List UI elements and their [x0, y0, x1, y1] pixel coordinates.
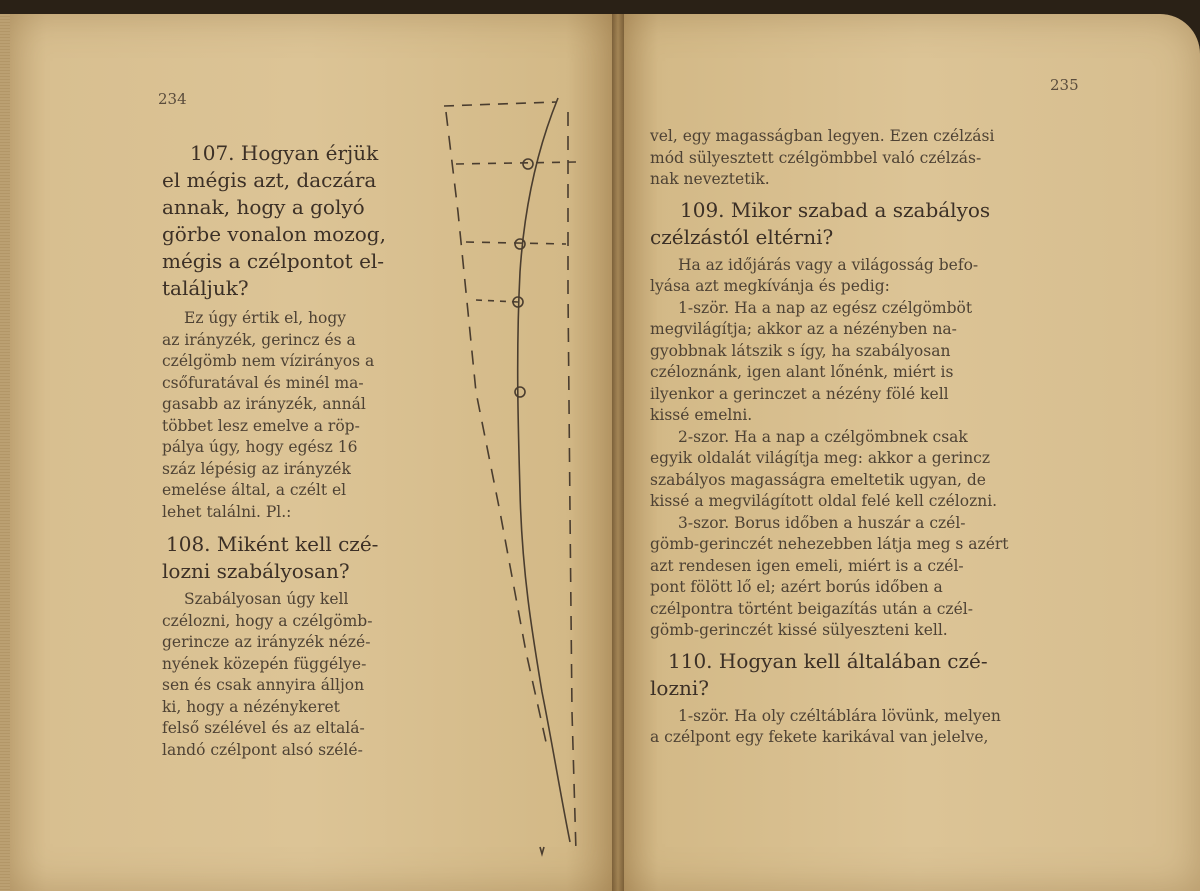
barrel-axis-dashed	[446, 112, 546, 742]
text-line: a czélpont egy fekete karikával van jelelve,	[650, 728, 989, 746]
text-line: pont fölött lő el; azért borús időben a	[650, 578, 943, 596]
text-line: vel, egy magasságban legyen. Ezen czélzási	[650, 127, 995, 145]
text-line: gömb-gerinczét kissé sülyeszteni kell.	[650, 621, 948, 639]
text-line: többet lesz emelve a röp-	[162, 416, 360, 435]
text-line: Ez úgy értik el, hogy	[184, 309, 347, 327]
heading-line: el mégis azt, daczára	[162, 168, 377, 192]
text-line: gerincze az irányzék nézé-	[162, 633, 371, 651]
text-line: 1-ször. Ha a nap az egész czélgömböt	[678, 298, 973, 317]
text-line: azt rendesen igen emeli, miért is a czél-	[650, 556, 964, 575]
answer-109	[650, 255, 1090, 642]
heading-line: görbe vonalon mozog,	[162, 222, 386, 246]
text-line: egyik oldalát világítja meg: akkor a gerincz	[650, 449, 991, 467]
text-line: 3-szor. Borus időben a huszár a czél-	[678, 513, 966, 532]
line-of-sight-dashed	[568, 112, 576, 852]
text-line: Szabályosan úgy kell	[184, 590, 349, 608]
text-line: felső szélével és az eltalá-	[162, 719, 365, 737]
heading-line: 109. Mikor szabad a szabályos	[680, 197, 991, 222]
arrow-tip	[540, 847, 544, 854]
marker	[515, 239, 525, 249]
text-line: gömb-gerinczét nehezebben látja meg s azért	[650, 535, 1009, 553]
continued-text	[650, 126, 1090, 191]
text-line: 2-szor. Ha a nap a czélgömbnek csak	[678, 427, 968, 446]
text-line: sen és csak annyira álljon	[162, 676, 365, 694]
page-number-right: 235	[1050, 76, 1079, 94]
answer-107	[162, 308, 424, 523]
text-line: ilyenkor a gerinczet a nézény fölé kell	[650, 384, 949, 403]
text-line: lehet találni. Pl.:	[162, 502, 292, 521]
tick-line	[456, 162, 576, 164]
text-line: czélozni, hogy a czélgömb-	[162, 611, 373, 630]
text-line: száz lépésig az irányzék	[162, 459, 351, 478]
heading-line: találjuk?	[162, 276, 249, 300]
tick-line	[476, 300, 518, 302]
text-line: kissé a megvilágított oldal felé kell czélozni.	[650, 492, 998, 510]
text-line: nak neveztetik.	[650, 170, 770, 188]
text-line: czélpontra történt beigazítás után a czél-	[650, 599, 973, 618]
heading-line: 107. Hogyan érjük	[190, 141, 379, 165]
text-line: pálya úgy, hogy egész 16	[162, 438, 358, 456]
left-column	[162, 140, 424, 761]
text-line: az irányzék, gerincz és a	[162, 330, 356, 349]
text-line: emelése által, a czélt el	[162, 481, 347, 499]
sight-line-dashed	[444, 102, 556, 106]
text-line: nyének közepén függélye-	[162, 654, 367, 673]
question-110	[650, 648, 1090, 702]
right-column	[650, 126, 1090, 749]
heading-line: lozni?	[650, 675, 709, 700]
text-line: mód sülyesztett czélgömbbel való czélzás-	[650, 148, 982, 167]
trajectory-diagram	[436, 92, 586, 862]
answer-110	[650, 706, 1090, 749]
text-line: 1-ször. Ha oly czéltáblára lövünk, melyen	[678, 706, 1001, 725]
question-107	[162, 140, 424, 302]
text-line: lyása azt megkívánja és pedig:	[650, 277, 890, 295]
heading-line: czélzástól eltérni?	[650, 224, 834, 249]
heading-line: annak, hogy a golyó	[162, 195, 365, 219]
heading-line: lozni szabályosan?	[162, 559, 350, 583]
heading-line: mégis a czélpontot el-	[162, 249, 385, 273]
text-line: ki, hogy a nézénykeret	[162, 697, 340, 716]
book-spine	[612, 14, 624, 891]
text-line: kissé emelni.	[650, 406, 753, 424]
text-line: gyobbnak látszik s így, ha szabályosan	[650, 341, 951, 360]
answer-108	[162, 589, 424, 761]
text-line: csőfuratával és minél ma-	[162, 373, 364, 392]
text-line: Ha az időjárás vagy a világosság befo-	[678, 255, 979, 274]
question-108	[162, 531, 424, 585]
text-line: megvilágítja; akkor az a nézényben na-	[650, 320, 957, 338]
heading-line: 108. Miként kell czé-	[166, 532, 379, 556]
marker	[523, 159, 533, 169]
marker	[515, 387, 525, 397]
question-109	[650, 197, 1090, 251]
heading-line: 110. Hogyan kell általában czé-	[668, 648, 988, 673]
text-line: szabályos magasságra emeltetik ugyan, de	[650, 470, 986, 489]
text-line: czéloznánk, igen alant lőnénk, miért is	[650, 363, 954, 381]
page-number-left: 234	[158, 90, 187, 108]
text-line: czélgömb nem vízirányos a	[162, 352, 375, 370]
text-line: gasabb az irányzék, annál	[162, 395, 366, 413]
text-line: landó czélpont alsó szélé-	[162, 740, 363, 759]
page-edges	[0, 14, 10, 891]
